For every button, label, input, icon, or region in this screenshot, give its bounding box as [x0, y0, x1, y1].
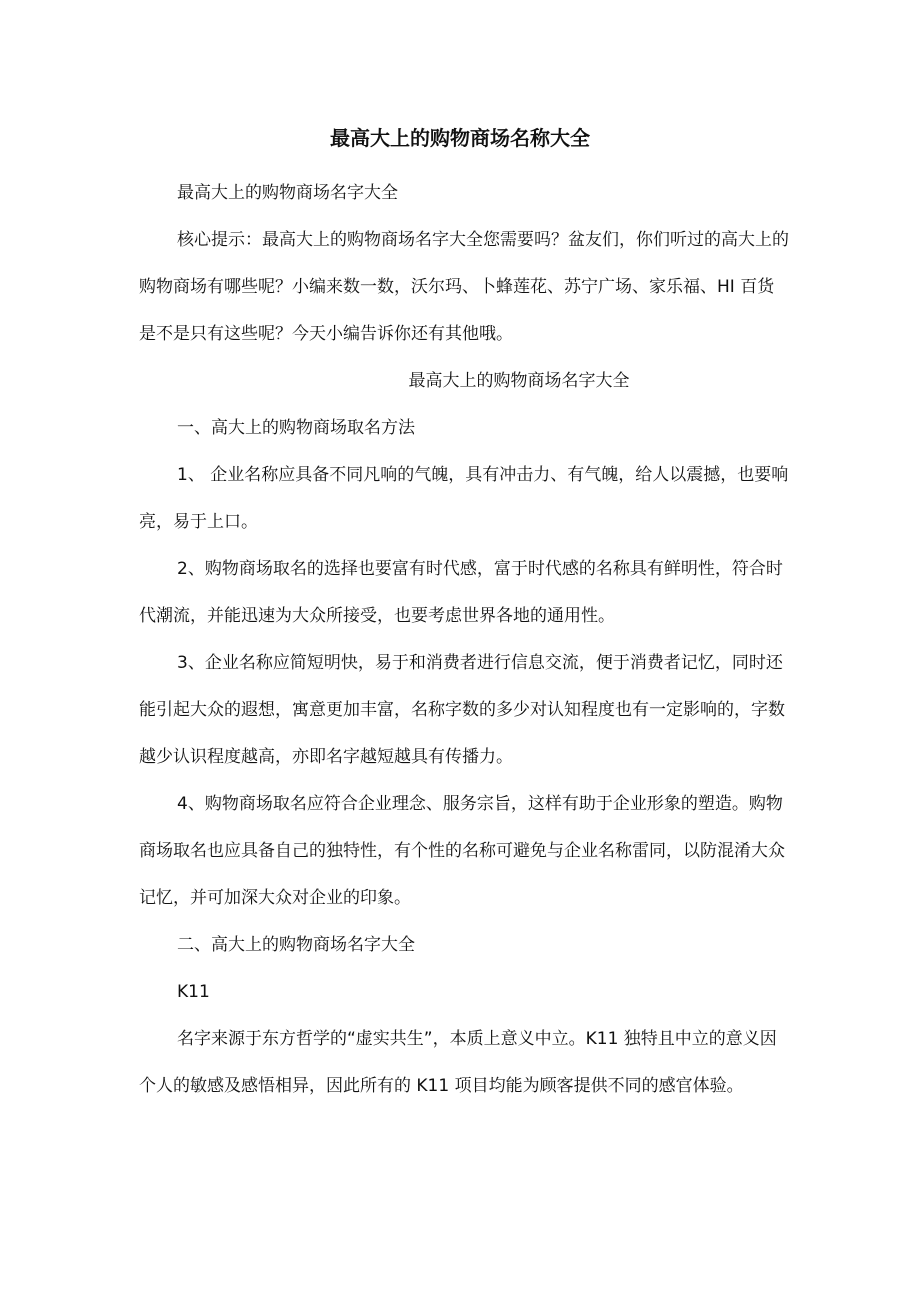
- section1-heading: 一、高大上的购物商场取名方法: [177, 418, 415, 438]
- section2-heading: 二、高大上的购物商场名字大全: [177, 935, 415, 955]
- subtitle-paragraph: 最高大上的购物商场名字大全: [177, 183, 398, 203]
- point3-paragraph: 3、企业名称应简短明快，易于和消费者进行信息交流，便于消费者记忆，同时还能引起大众的遐想，寓意更加丰富，名称字数的多少对认知程度也有一定影响的，字数越少认识程度越高，亦即名字越短越具有传播力。: [139, 653, 785, 767]
- document-body: [139, 170, 789, 1110]
- point1-paragraph: 1、 企业名称应具备不同凡响的气魄，具有冲击力、有气魄，给人以震撼，也要响亮，易于上口。: [139, 465, 789, 532]
- point4-paragraph: 4、购物商场取名应符合企业理念、服务宗旨，这样有助于企业形象的塑造。购物商场取名也应具备自己的独特性，有个性的名称可避免与企业名称雷同，以防混淆大众记忆，并可加深大众对企业的印象。: [139, 794, 785, 908]
- k11-name-paragraph: K11: [177, 982, 210, 1002]
- document-title: 最高大上的购物商场名称大全: [330, 126, 590, 150]
- intro-paragraph: 核心提示：最高大上的购物商场名字大全您需要吗？盆友们，你们听过的高大上的购物商场有哪些呢？小编来数一数，沃尔玛、卜蜂莲花、苏宁广场、家乐福、HI 百货是不是只有这些呢？今天小编告诉你还有其他哦。: [139, 230, 789, 344]
- center-heading: 最高大上的购物商场名字大全: [408, 371, 630, 391]
- k11-description-paragraph: 名字来源于东方哲学的“虚实共生”，本质上意义中立。K11 独特且中立的意义因个人的敏感及感悟相异，因此所有的 K11 项目均能为顾客提供不同的感官体验。: [139, 1029, 777, 1096]
- point2-paragraph: 2、购物商场取名的选择也要富有时代感，富于时代感的名称具有鲜明性，符合时代潮流，并能迅速为大众所接受，也要考虑世界各地的通用性。: [139, 559, 783, 626]
